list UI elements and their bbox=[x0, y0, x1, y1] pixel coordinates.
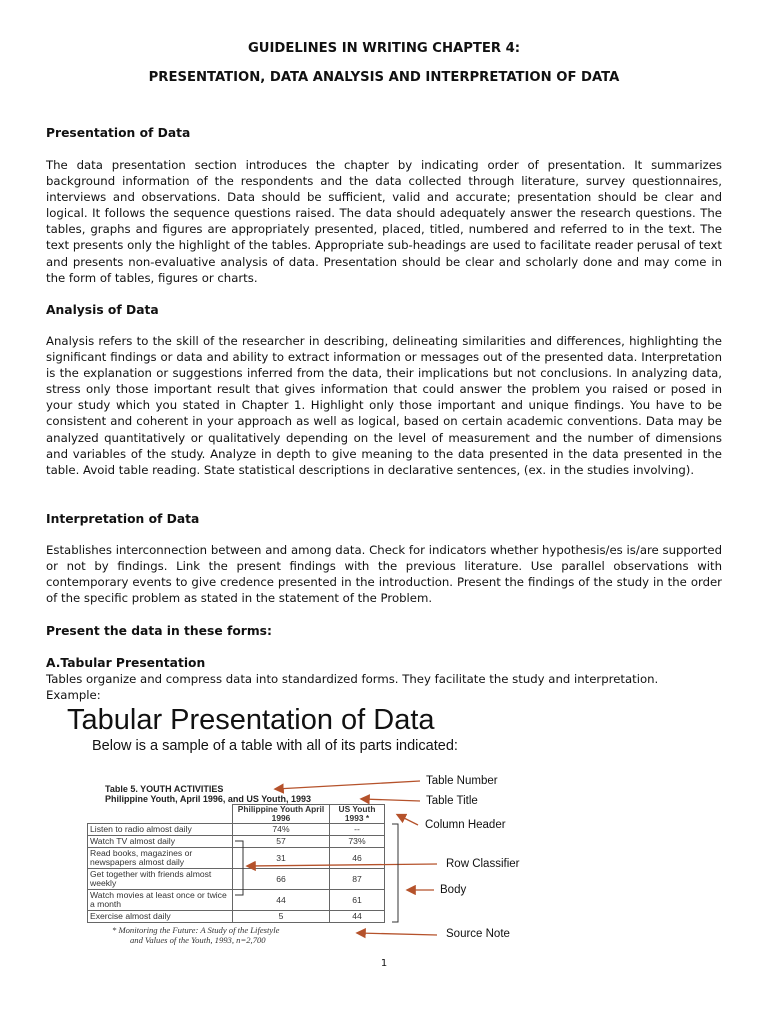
figure-title: Tabular Presentation of Data bbox=[67, 704, 435, 736]
paragraph-analysis: Analysis refers to the skill of the researcher in describing, delineating similarities and differences, highlighting the significant findings or data and ability to extract information or messages out of the presented data. Interpretation is the explanation or suggestions inferred from the data, their implications but not conclusions. In analyzing data, stress only those important result that gives information that could answer the problem you raised or posed in your study which you stated in Chapter 1. Highlight only those important and unique findings. You have to be consistent and coherent in your approach as well as logical, based on certain academic conventions. Data may be analyzed quantitatively or qualitatively depending on the level of measurement and the number of dimensions and variables of the study. Analyze in depth to give meaning to the data presented in the data presented in the table. Avoid table reading. State statistical descriptions in declarative sentences, (ex. in the studies involving). bbox=[46, 334, 722, 477]
cell-value: 31 bbox=[233, 848, 330, 869]
figure-subtitle: Below is a sample of a table with all of its parts indicated: bbox=[92, 738, 458, 754]
document-title-line1: GUIDELINES IN WRITING CHAPTER 4: bbox=[247, 41, 521, 56]
row-label: Read books, magazines or newspapers almost daily bbox=[88, 848, 233, 869]
table-title: Philippine Youth, April 1996, and US Youth, 1993 bbox=[105, 794, 312, 804]
heading-analysis: Analysis of Data bbox=[46, 303, 159, 317]
cell-value: 74% bbox=[233, 824, 330, 836]
cell-value: 44 bbox=[330, 911, 385, 923]
arrow-table-number bbox=[276, 781, 420, 789]
label-body: Body bbox=[440, 884, 467, 896]
cell-value: 61 bbox=[330, 890, 385, 911]
arrow-row-classifier bbox=[248, 864, 437, 866]
cell-value: 87 bbox=[330, 869, 385, 890]
subheading-tabular: A.Tabular Presentation bbox=[46, 656, 206, 670]
source-note-line1: * Monitoring the Future: A Study of the Lifestyle bbox=[112, 925, 280, 935]
cell-value: 5 bbox=[233, 911, 330, 923]
body-bracket bbox=[392, 824, 398, 922]
column-header: US Youth 1993 * bbox=[330, 805, 385, 824]
arrow-table-title bbox=[362, 799, 420, 801]
cell-value: 46 bbox=[330, 848, 385, 869]
row-label: Listen to radio almost daily bbox=[88, 824, 233, 836]
example-label: Example: bbox=[46, 688, 101, 702]
label-table-number: Table Number bbox=[426, 775, 498, 787]
row-label: Watch movies at least once or twice a month bbox=[88, 890, 233, 911]
tabular-presentation-figure bbox=[62, 700, 582, 950]
paragraph-presentation: The data presentation section introduces the chapter by indicating order of presentation. It summarizes background information of the respondents and the data collected through literature, survey questionnaires, interviews and observations. Data should be sufficient, valid and accurate; presentation should be clear and logical. It follows the sequence questions raised. The data should adequately answer the research questions. The tables, graphs and figures are appropriately presented, placed, titled, numbered and referred to in the text. The text presents only the highlight of the tables. Appropriate sub-headings are used to facilitate reader perusal of text and presents non-evaluative analysis of data. Presentation should be clear and scholarly done and may come in the form of tables, figures or charts. bbox=[46, 158, 722, 285]
source-note-line2: and Values of the Youth, 1993, n=2,700 bbox=[130, 934, 266, 945]
cell-value: 66 bbox=[233, 869, 330, 890]
column-header: Philippine Youth April 1996 bbox=[233, 805, 330, 824]
row-classifier-bracket bbox=[235, 841, 243, 895]
label-row-classifier: Row Classifier bbox=[446, 858, 520, 870]
row-label: Watch TV almost daily bbox=[88, 836, 233, 848]
page-number: 1 bbox=[380, 958, 388, 969]
label-table-title: Table Title bbox=[426, 795, 478, 807]
paragraph-interpretation: Establishes interconnection between and among data. Check for indicators whether hypothesis/es is/are supported or not by findings. Link the present findings with the previous literature. Use parallel observations with contemporary events to give credence presented in the introduction. Present the findings of the study in the order of the specific problem as stated in the statement of the Problem. bbox=[46, 543, 722, 606]
label-source-note: Source Note bbox=[446, 928, 510, 940]
row-label: Exercise almost daily bbox=[88, 911, 233, 923]
cell-value: 73% bbox=[330, 836, 385, 848]
heading-presentation: Presentation of Data bbox=[46, 126, 191, 140]
row-label: Get together with friends almost weekly bbox=[88, 869, 233, 890]
document-title-line2: PRESENTATION, DATA ANALYSIS AND INTERPRETATION OF DATA bbox=[148, 70, 620, 85]
heading-forms: Present the data in these forms: bbox=[46, 624, 272, 638]
cell-value: -- bbox=[330, 824, 385, 836]
arrow-column-header bbox=[398, 815, 418, 825]
paragraph-tabular: Tables organize and compress data into standardized forms. They facilitate the study and interpretation. bbox=[46, 672, 659, 686]
cell-value: 57 bbox=[233, 836, 330, 848]
heading-interpretation: Interpretation of Data bbox=[46, 512, 200, 526]
arrow-source-note bbox=[358, 933, 437, 935]
table-number: Table 5. YOUTH ACTIVITIES bbox=[105, 784, 224, 794]
cell-value: 44 bbox=[233, 890, 330, 911]
label-column-header: Column Header bbox=[425, 819, 506, 831]
